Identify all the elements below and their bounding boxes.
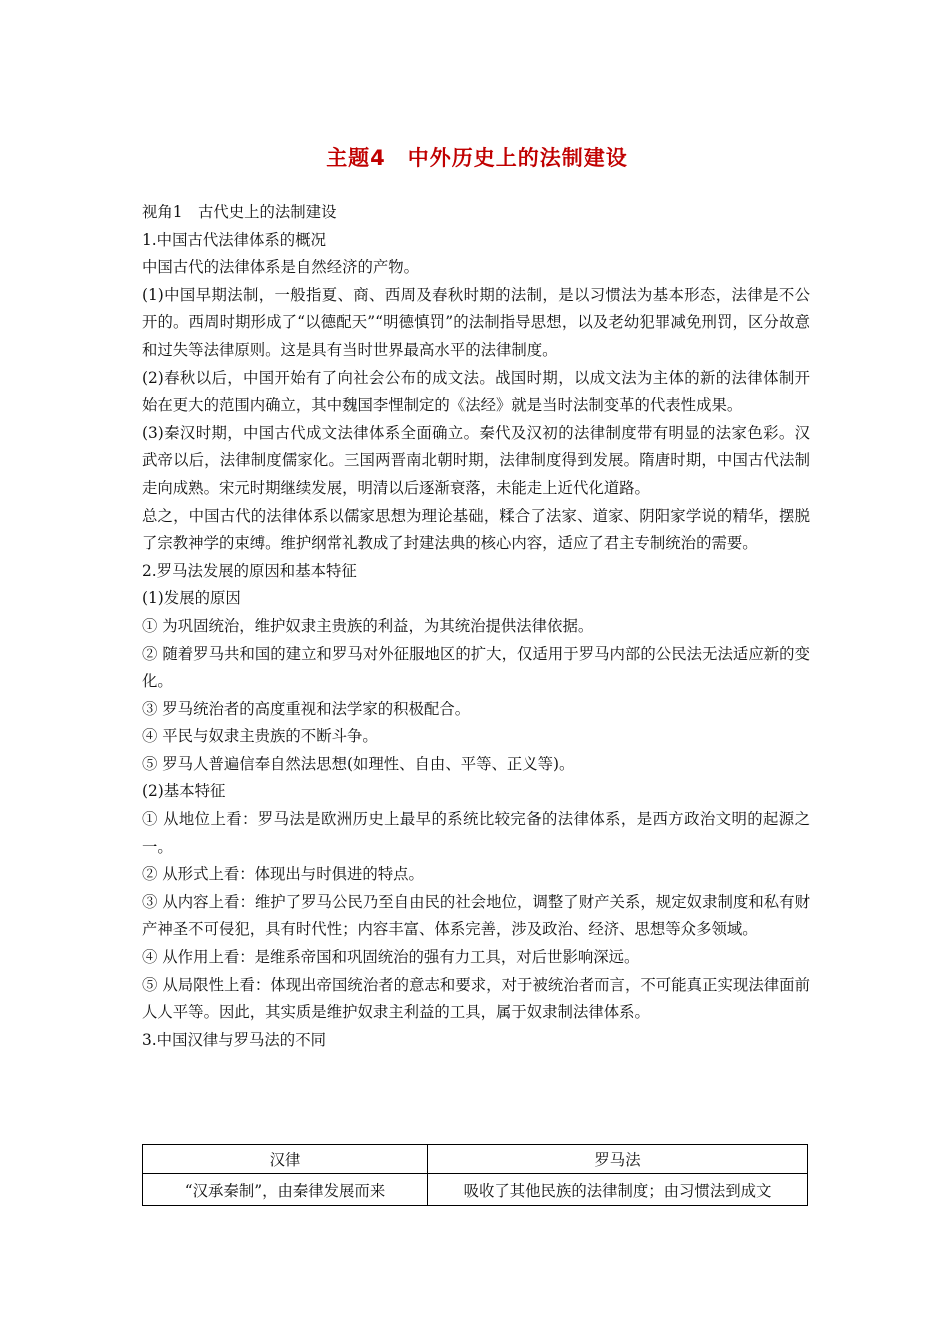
- paragraph: 总之，中国古代的法律体系以儒家思想为理论基础，糅合了法家、道家、阴阳家学说的精华，摆脱了宗教神学的束缚。维护纲常礼教成了封建法典的核心内容，适应了君主专制统治的需要。: [142, 506, 810, 553]
- section-heading: 视角1 古代史上的法制建设: [142, 203, 337, 221]
- list-item: ① 为巩固统治，维护奴隶主贵族的利益，为其统治提供法律依据。: [142, 616, 594, 635]
- list-item: ⑤ 从局限性上看：体现出帝国统治者的意志和要求，对于被统治者而言，不可能真正实现法律面前人人平等。因此，其实质是维护奴隶主利益的工具，属于奴隶制法律体系。: [142, 975, 810, 1022]
- table-header-cell: 汉律: [143, 1145, 428, 1174]
- paragraph: (3)秦汉时期，中国古代成文法律体系全面确立。秦代及汉初的法律制度带有明显的法家色彩。汉武帝以后，法律制度儒家化。三国两晋南北朝时期，法律制度得到发展。隋唐时期，中国古代法制走向成熟。宋元时期继续发展，明清以后逐渐衰落，未能走上近代化道路。: [142, 423, 810, 497]
- table-header-cell: 罗马法: [428, 1145, 808, 1174]
- paragraph: (1)中国早期法制，一般指夏、商、西周及春秋时期的法制，是以习惯法为基本形态，法律是不公开的。西周时期形成了“以德配天”“明德慎罚”的法制指导思想，以及老幼犯罪减免刑罚，区分故意和过失等法律原则。这是具有当时世界最高水平的法律制度。: [142, 285, 810, 359]
- paragraph: (2)春秋以后，中国开始有了向社会公布的成文法。战国时期，以成文法为主体的新的法律体制开始在更大的范围内确立，其中魏国李悝制定的《法经》就是当时法制变革的代表性成果。: [142, 368, 810, 415]
- subsection-heading: 1.中国古代法律体系的概况: [142, 230, 326, 249]
- list-item: ④ 平民与奴隶主贵族的不断斗争。: [142, 727, 378, 746]
- paragraph: 中国古代的法律体系是自然经济的产物。: [142, 258, 420, 277]
- page-title: 主题4 中外历史上的法制建设: [326, 146, 628, 170]
- list-item: ⑤ 罗马人普遍信奉自然法思想(如理性、自由、平等、正义等)。: [142, 754, 575, 773]
- comparison-table: [142, 1144, 808, 1206]
- body-text: [142, 199, 810, 1054]
- table-cell: “汉承秦制”，由秦律发展而来: [143, 1174, 428, 1206]
- subsection-heading: 3.中国汉律与罗马法的不同: [142, 1030, 326, 1049]
- list-item: ② 随着罗马共和国的建立和罗马对外征服地区的扩大，仅适用于罗马内部的公民法无法适应新的变化。: [142, 644, 810, 691]
- list-item: ④ 从作用上看：是维系帝国和巩固统治的强有力工具，对后世影响深远。: [142, 948, 640, 967]
- list-heading: (1)发展的原因: [142, 589, 241, 608]
- table-header-row: [143, 1145, 808, 1174]
- list-item: ② 从形式上看：体现出与时俱进的特点。: [142, 865, 424, 884]
- list-item: ③ 从内容上看：维护了罗马公民乃至自由民的社会地位，调整了财产关系，规定奴隶制度和私有财产神圣不可侵犯，具有时代性；内容丰富、体系完善，涉及政治、经济、思想等众多领域。: [142, 892, 810, 939]
- table-cell: 吸收了其他民族的法律制度；由习惯法到成文: [428, 1174, 808, 1206]
- list-item: ① 从地位上看：罗马法是欧洲历史上最早的系统比较完备的法律体系，是西方政治文明的起源之一。: [142, 810, 810, 856]
- subsection-heading: 2.罗马法发展的原因和基本特征: [142, 561, 357, 580]
- list-heading: (2)基本特征: [142, 782, 226, 801]
- list-item: ③ 罗马统治者的高度重视和法学家的积极配合。: [142, 699, 471, 718]
- table-row: [143, 1174, 808, 1206]
